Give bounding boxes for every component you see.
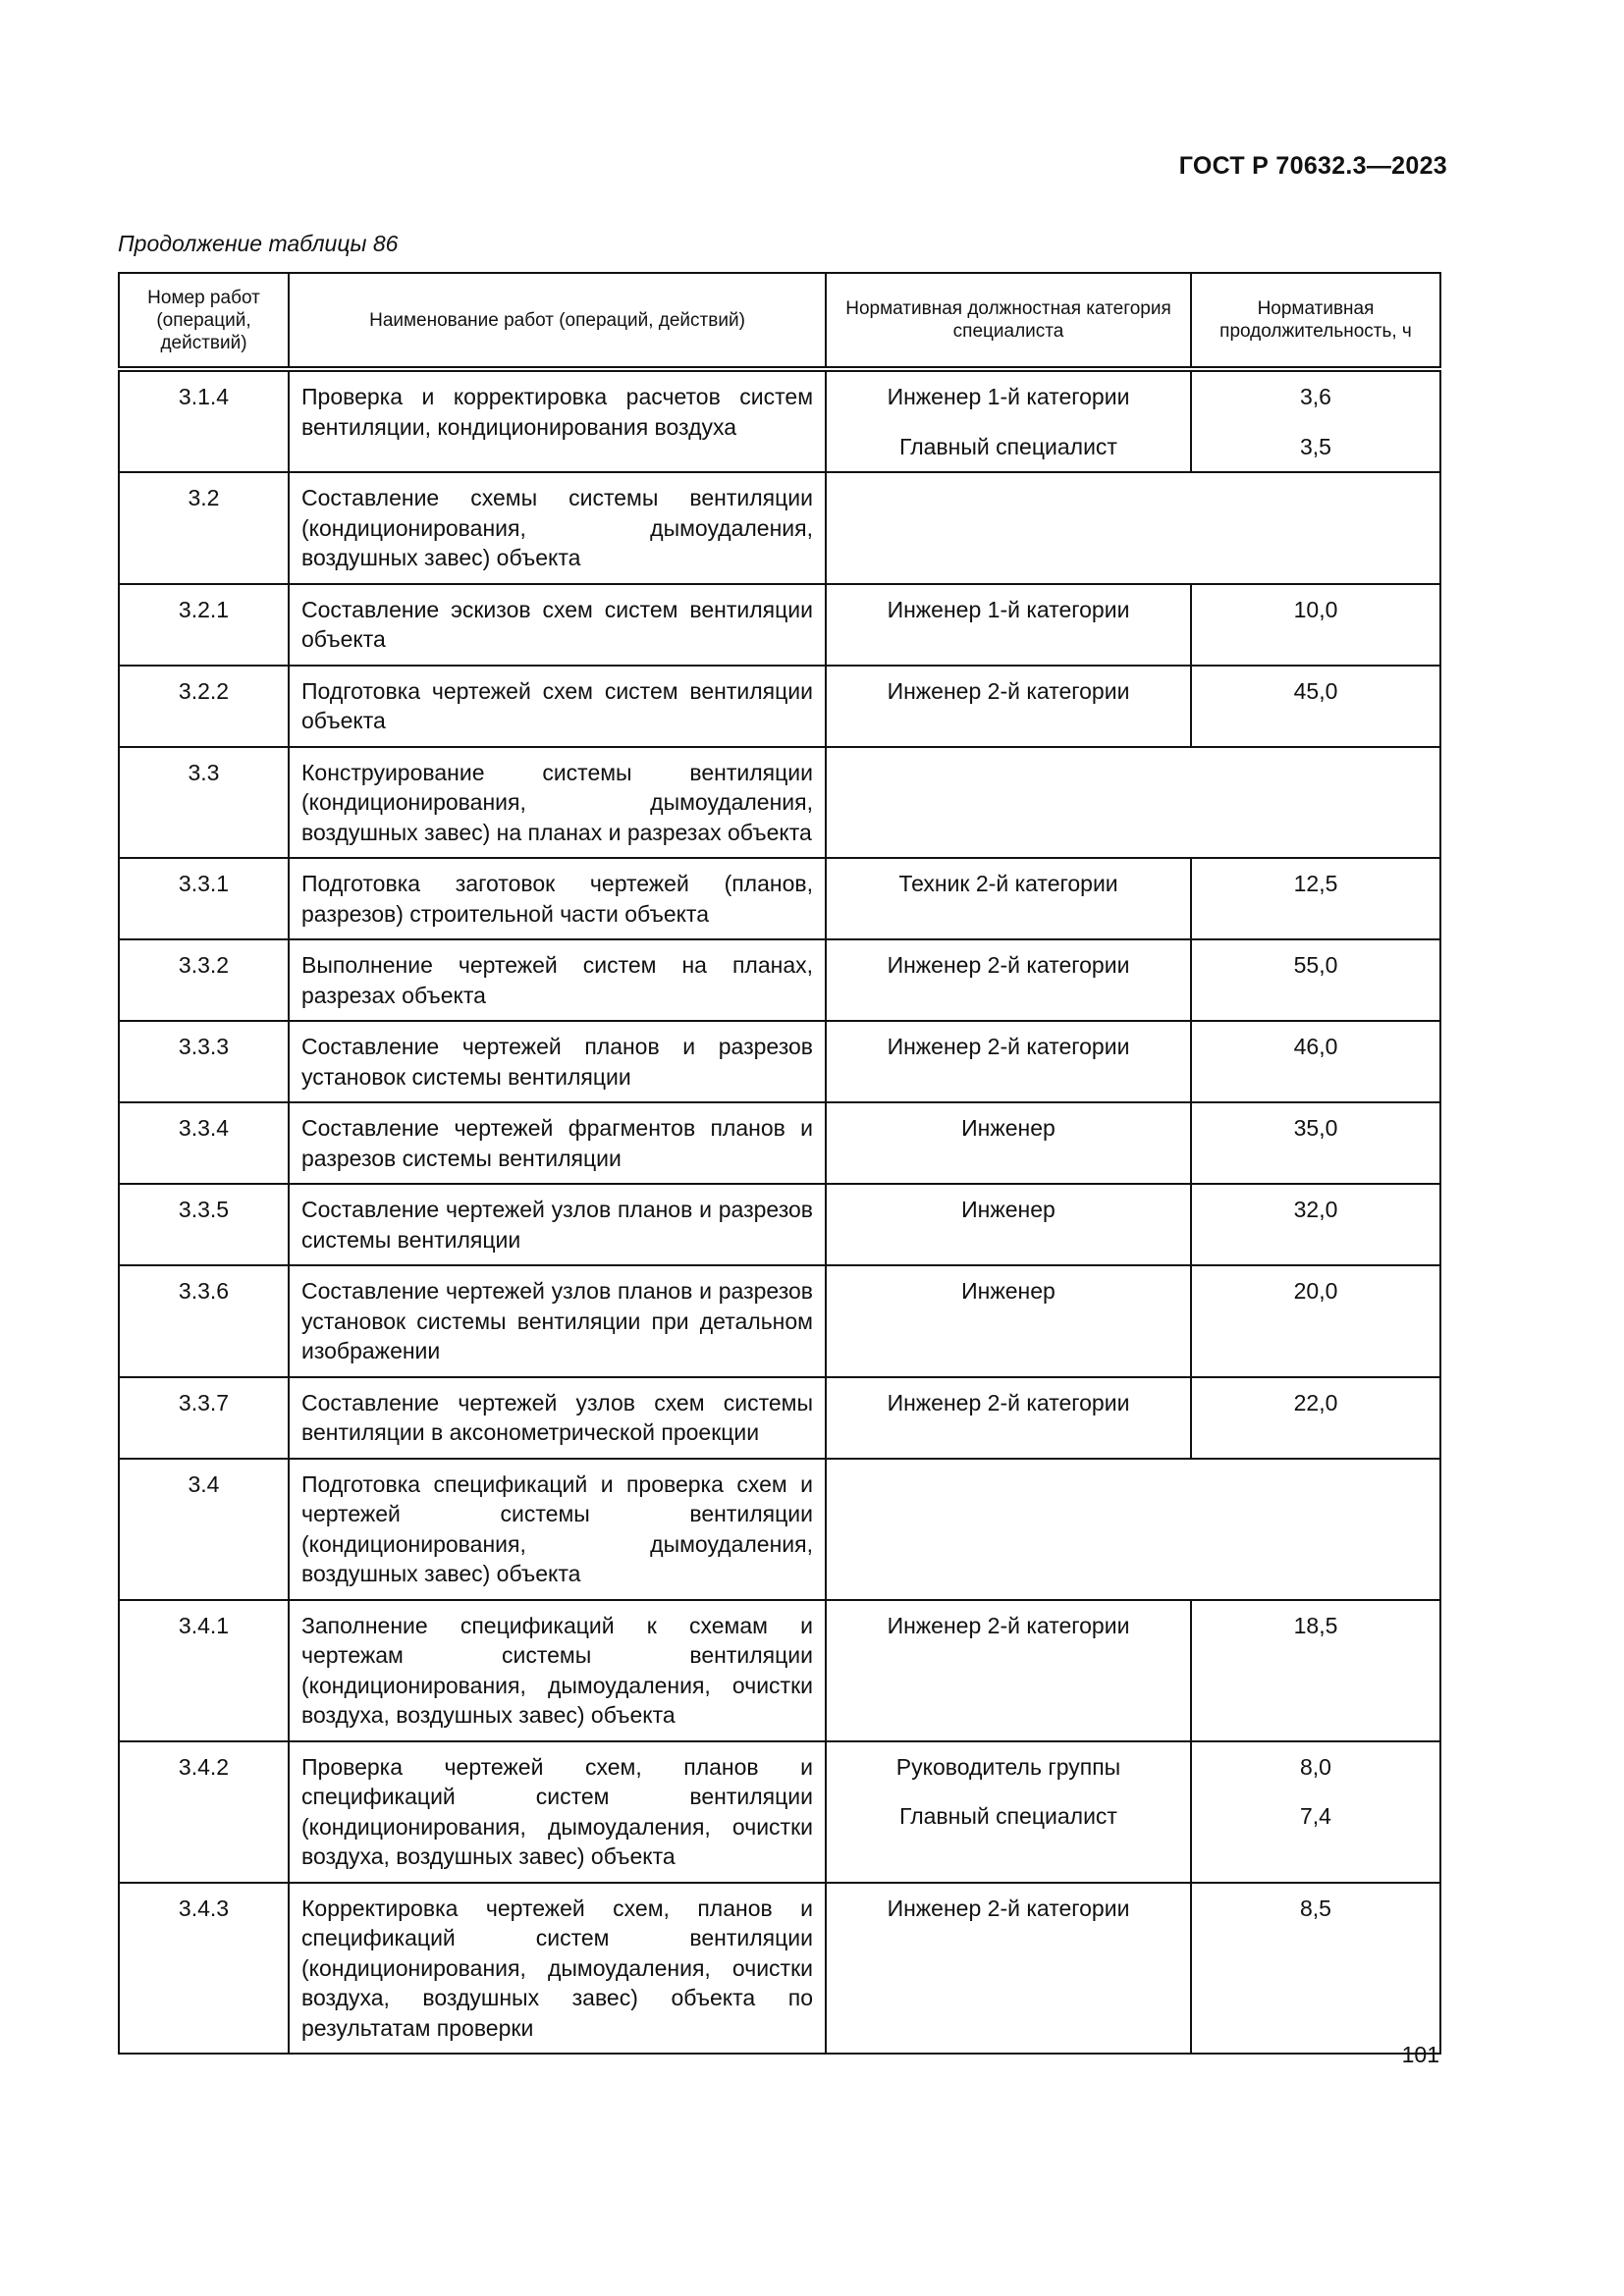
- specialist-category-cell: [826, 369, 1191, 472]
- duration-value: 3,5: [1300, 433, 1331, 459]
- work-number-cell: 3.4.3: [119, 1883, 289, 2055]
- specialist-category: Инженер 2-й категории: [887, 1389, 1130, 1415]
- work-name-cell: Подготовка чертежей схем систем вентиляции объекта: [289, 666, 826, 747]
- specialist-category-cell: [826, 1883, 1191, 2055]
- work-number-cell: 3.3.3: [119, 1021, 289, 1102]
- work-name-cell: Подготовка спецификаций и проверка схем и чертежей системы вентиляции (кондиционирования, дымоудаления, воздушных завес) объекта: [289, 1459, 826, 1600]
- column-header-category: Нормативная должностная категория специалиста: [826, 273, 1191, 369]
- duration-cell: [1191, 1377, 1440, 1459]
- work-number-cell: 3.1.4: [119, 369, 289, 472]
- specialist-category: Инженер 2-й категории: [887, 1612, 1130, 1638]
- specialist-category: Техник 2-й категории: [898, 871, 1118, 896]
- specialist-category-cell: [826, 1600, 1191, 1741]
- work-name-cell: Проверка и корректировка расчетов систем вентиляции, кондиционирования воздуха: [289, 369, 826, 472]
- table-row: [119, 666, 1440, 747]
- table-row: [119, 584, 1440, 666]
- duration-cell: [1191, 939, 1440, 1021]
- column-header-name: Наименование работ (операций, действий): [289, 273, 826, 369]
- duration-value: 46,0: [1293, 1034, 1338, 1059]
- work-number-cell: 3.2.1: [119, 584, 289, 666]
- specialist-category-cell: [826, 858, 1191, 939]
- work-name-cell: Корректировка чертежей схем, планов и спецификаций систем вентиляции (кондиционирования, дымоудаления, очистки воздуха, воздушных завес) объекта по результатам проверки: [289, 1883, 826, 2055]
- table-row: [119, 1459, 1440, 1600]
- table-row: [119, 1102, 1440, 1184]
- work-number-cell: 3.3.5: [119, 1184, 289, 1265]
- table-row: [119, 1184, 1440, 1265]
- table-row: [119, 1265, 1440, 1377]
- work-name-cell: Составление чертежей узлов схем системы вентиляции в аксонометрической проекции: [289, 1377, 826, 1459]
- work-number-cell: 3.3: [119, 747, 289, 859]
- specialist-category: Инженер 2-й категории: [887, 952, 1130, 978]
- table-row: [119, 472, 1440, 584]
- specialist-category: Инженер 1-й категории: [887, 384, 1130, 409]
- duration-value: 45,0: [1293, 677, 1338, 704]
- duration-value: 8,5: [1300, 1895, 1331, 1921]
- work-name-cell: Проверка чертежей схем, планов и спецификаций систем вентиляции (кондиционирования, дымоудаления, очистки воздуха, воздушных завес) объекта: [289, 1741, 826, 1883]
- specialist-category: Инженер 2-й категории: [887, 1034, 1130, 1059]
- duration-value: 18,5: [1293, 1612, 1338, 1638]
- work-name-cell: Конструирование системы вентиляции (кондиционирования, дымоудаления, воздушных завес) на планах и разрезах объекта: [289, 747, 826, 859]
- empty-merged-cell: [826, 472, 1440, 584]
- work-number-cell: 3.4: [119, 1459, 289, 1600]
- duration-value: 8,0: [1300, 1753, 1331, 1780]
- table-row: [119, 1741, 1440, 1883]
- column-header-number: Номер работ (операций, действий): [119, 273, 289, 369]
- table-caption: Продолжение таблицы 86: [118, 231, 399, 256]
- table-row: [119, 1883, 1440, 2055]
- work-name-cell: Заполнение спецификаций к схемам и чертежам системы вентиляции (кондиционирования, дымоудаления, очистки воздуха, воздушных завес) объекта: [289, 1600, 826, 1741]
- duration-value: 20,0: [1293, 1278, 1338, 1304]
- work-number-cell: 3.3.6: [119, 1265, 289, 1377]
- duration-cell: [1191, 1600, 1440, 1741]
- duration-cell: [1191, 1883, 1440, 2055]
- document-code: ГОСТ Р 70632.3—2023: [1178, 152, 1447, 180]
- specialist-category: Главный специалист: [899, 1803, 1117, 1829]
- duration-value: 32,0: [1293, 1197, 1338, 1222]
- specialist-category: Инженер 2-й категории: [887, 1895, 1130, 1921]
- work-name-cell: Составление схемы системы вентиляции (кондиционирования, дымоудаления, воздушных завес) объекта: [289, 472, 826, 584]
- table-row: [119, 1021, 1440, 1102]
- empty-merged-cell: [826, 1459, 1440, 1600]
- work-name-cell: Составление эскизов схем систем вентиляции объекта: [289, 584, 826, 666]
- table-row: [119, 858, 1440, 939]
- norms-table: [118, 272, 1441, 2055]
- specialist-category-cell: [826, 939, 1191, 1021]
- table-body: [119, 369, 1440, 2054]
- table-row: [119, 369, 1440, 472]
- work-name-cell: Составление чертежей планов и разрезов установок системы вентиляции: [289, 1021, 826, 1102]
- duration-cell: [1191, 369, 1440, 472]
- duration-cell: [1191, 858, 1440, 939]
- duration-cell: [1191, 1102, 1440, 1184]
- table-row: [119, 939, 1440, 1021]
- specialist-category-cell: [826, 666, 1191, 747]
- duration-cell: [1191, 1021, 1440, 1102]
- work-number-cell: 3.3.7: [119, 1377, 289, 1459]
- duration-value: 10,0: [1293, 596, 1338, 622]
- specialist-category-cell: [826, 1741, 1191, 1883]
- duration-value: 22,0: [1293, 1389, 1338, 1415]
- table-row: [119, 1600, 1440, 1741]
- specialist-category: Инженер 2-й категории: [887, 677, 1130, 704]
- specialist-category-cell: [826, 1265, 1191, 1377]
- duration-cell: [1191, 584, 1440, 666]
- specialist-category: Главный специалист: [899, 433, 1117, 459]
- specialist-category: Инженер: [961, 1197, 1056, 1222]
- work-name-cell: Подготовка заготовок чертежей (планов, разрезов) строительной части объекта: [289, 858, 826, 939]
- work-number-cell: 3.2: [119, 472, 289, 584]
- duration-value: 55,0: [1293, 952, 1338, 978]
- empty-merged-cell: [826, 747, 1440, 859]
- specialist-category-cell: [826, 1102, 1191, 1184]
- duration-cell: [1191, 1265, 1440, 1377]
- duration-value: 3,6: [1300, 384, 1331, 409]
- specialist-category: Инженер 1-й категории: [887, 596, 1130, 622]
- duration-cell: [1191, 1184, 1440, 1265]
- work-name-cell: Составление чертежей узлов планов и разрезов системы вентиляции: [289, 1184, 826, 1265]
- specialist-category-cell: [826, 584, 1191, 666]
- work-number-cell: 3.3.2: [119, 939, 289, 1021]
- duration-value: 7,4: [1300, 1803, 1331, 1829]
- duration-value: 35,0: [1293, 1115, 1338, 1141]
- table-row: [119, 1377, 1440, 1459]
- page-number: 101: [1401, 2042, 1439, 2067]
- work-name-cell: Выполнение чертежей систем на планах, разрезах объекта: [289, 939, 826, 1021]
- duration-cell: [1191, 666, 1440, 747]
- work-number-cell: 3.2.2: [119, 666, 289, 747]
- specialist-category-cell: [826, 1021, 1191, 1102]
- table-header-row: [119, 273, 1440, 369]
- specialist-category: Инженер: [961, 1278, 1056, 1304]
- specialist-category: Инженер: [961, 1115, 1056, 1141]
- specialist-category-cell: [826, 1377, 1191, 1459]
- work-number-cell: 3.4.2: [119, 1741, 289, 1883]
- work-number-cell: 3.3.1: [119, 858, 289, 939]
- specialist-category: Руководитель группы: [895, 1753, 1121, 1780]
- work-number-cell: 3.4.1: [119, 1600, 289, 1741]
- duration-value: 12,5: [1293, 871, 1338, 896]
- work-name-cell: Составление чертежей фрагментов планов и разрезов системы вентиляции: [289, 1102, 826, 1184]
- duration-cell: [1191, 1741, 1440, 1883]
- table-row: [119, 747, 1440, 859]
- specialist-category-cell: [826, 1184, 1191, 1265]
- work-number-cell: 3.3.4: [119, 1102, 289, 1184]
- work-name-cell: Составление чертежей узлов планов и разрезов установок системы вентиляции при детальном изображении: [289, 1265, 826, 1377]
- column-header-duration: Нормативная продолжительность, ч: [1191, 273, 1440, 369]
